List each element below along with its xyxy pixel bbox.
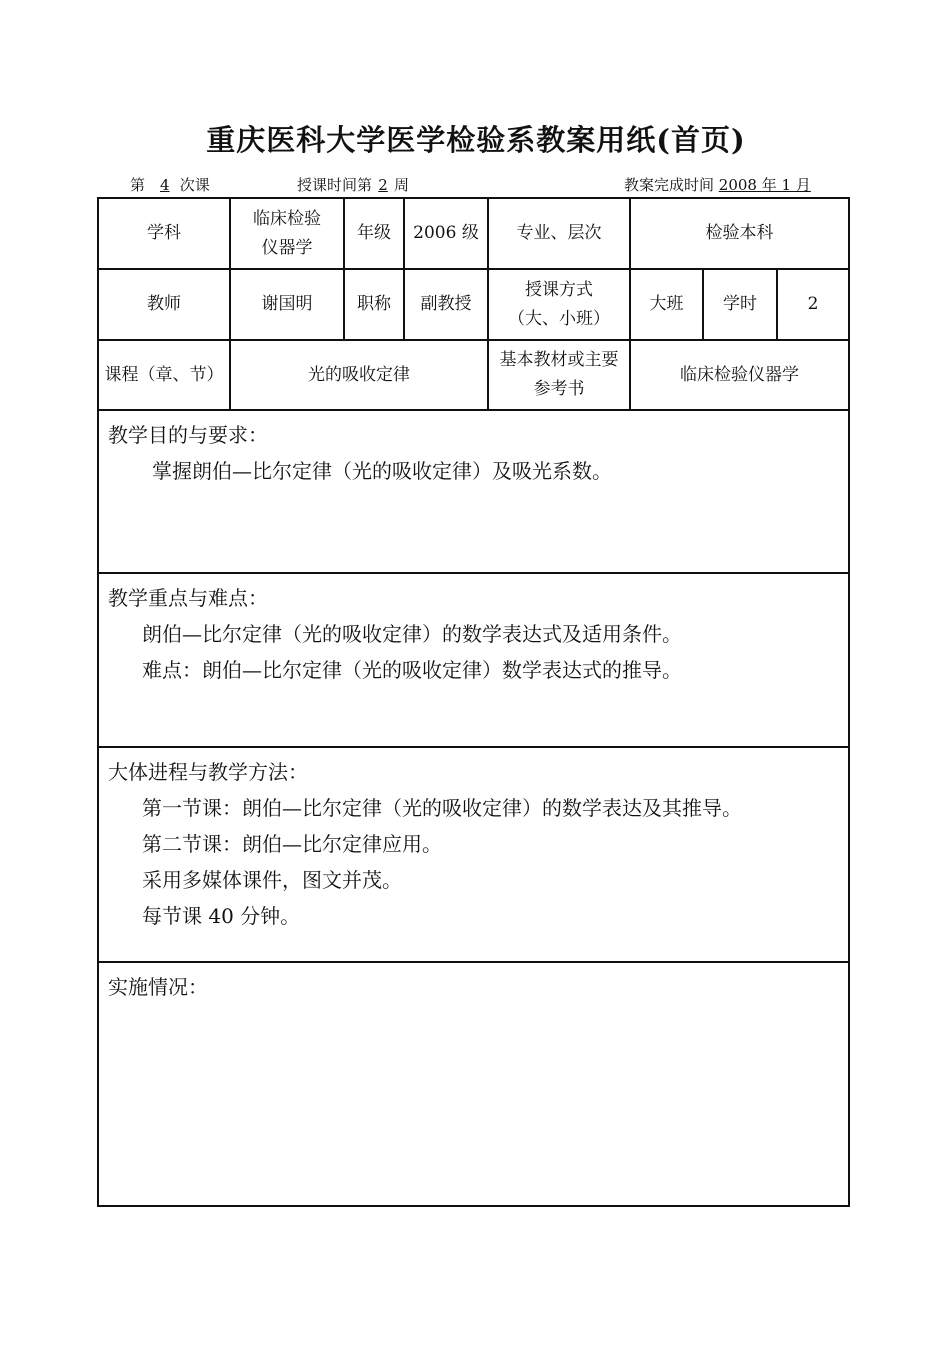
week-suffix: 周 xyxy=(394,176,410,194)
keypoints-heading: 教学重点与难点： xyxy=(108,586,268,610)
completion-field xyxy=(624,174,811,195)
week-field xyxy=(297,174,409,195)
hours-value: 2 xyxy=(777,269,849,340)
completion-label: 教案完成时间 xyxy=(624,176,715,194)
course-value: 光的吸收定律 xyxy=(230,340,488,410)
lesson-suffix: 次课 xyxy=(179,176,210,194)
objectives-line: 掌握朗伯—比尔定律（光的吸收定律）及吸光系数。 xyxy=(152,459,612,483)
lesson-plan-table xyxy=(97,197,850,1207)
rank-value: 副教授 xyxy=(404,269,488,340)
teacher-value: 谢国明 xyxy=(230,269,344,340)
week-prefix: 授课时间第 xyxy=(297,176,373,194)
keypoints-section xyxy=(98,573,849,747)
rank-label: 职称 xyxy=(344,269,404,340)
table-row xyxy=(98,269,849,340)
page-title: 重庆医科大学医学检验系教案用纸(首页) xyxy=(206,123,746,157)
grade-label: 年级 xyxy=(344,198,404,269)
process-section xyxy=(98,747,849,962)
table-row xyxy=(98,747,849,962)
table-row xyxy=(98,962,849,1206)
grade-value: 2006 级 xyxy=(404,198,488,269)
process-line: 第二节课：朗伯—比尔定律应用。 xyxy=(142,832,442,856)
lesson-number-field xyxy=(130,174,210,195)
major-value: 检验本科 xyxy=(630,198,849,269)
mode-value: 大班 xyxy=(630,269,703,340)
lesson-number: 4 xyxy=(160,176,170,194)
week-number: 2 xyxy=(378,176,388,194)
completion-value: 2008 年 1 月 xyxy=(718,176,811,194)
objectives-section xyxy=(98,410,849,573)
implementation-heading: 实施情况： xyxy=(108,975,208,999)
textbook-label: 基本教材或主要参考书 xyxy=(488,340,630,410)
keypoints-line: 难点：朗伯—比尔定律（光的吸收定律）数学表达式的推导。 xyxy=(142,658,682,682)
teacher-label: 教师 xyxy=(98,269,230,340)
table-row xyxy=(98,573,849,747)
subject-label: 学科 xyxy=(98,198,230,269)
course-label: 课程（章、节） xyxy=(98,340,230,410)
lesson-prefix: 第 xyxy=(130,176,146,194)
major-label: 专业、层次 xyxy=(488,198,630,269)
table-row xyxy=(98,198,849,269)
objectives-heading: 教学目的与要求： xyxy=(108,423,268,447)
table-row xyxy=(98,410,849,573)
process-line: 采用多媒体课件，图文并茂。 xyxy=(142,868,402,892)
process-line: 每节课 40 分钟。 xyxy=(142,904,301,928)
mode-label: 授课方式（大、小班） xyxy=(488,269,630,340)
subject-value: 临床检验仪器学 xyxy=(230,198,344,269)
keypoints-line: 朗伯—比尔定律（光的吸收定律）的数学表达式及适用条件。 xyxy=(142,622,682,646)
textbook-value: 临床检验仪器学 xyxy=(630,340,849,410)
process-line: 第一节课：朗伯—比尔定律（光的吸收定律）的数学表达及其推导。 xyxy=(142,796,742,820)
table-row xyxy=(98,340,849,410)
hours-label: 学时 xyxy=(703,269,777,340)
process-heading: 大体进程与教学方法： xyxy=(108,760,308,784)
implementation-section xyxy=(98,962,849,1206)
